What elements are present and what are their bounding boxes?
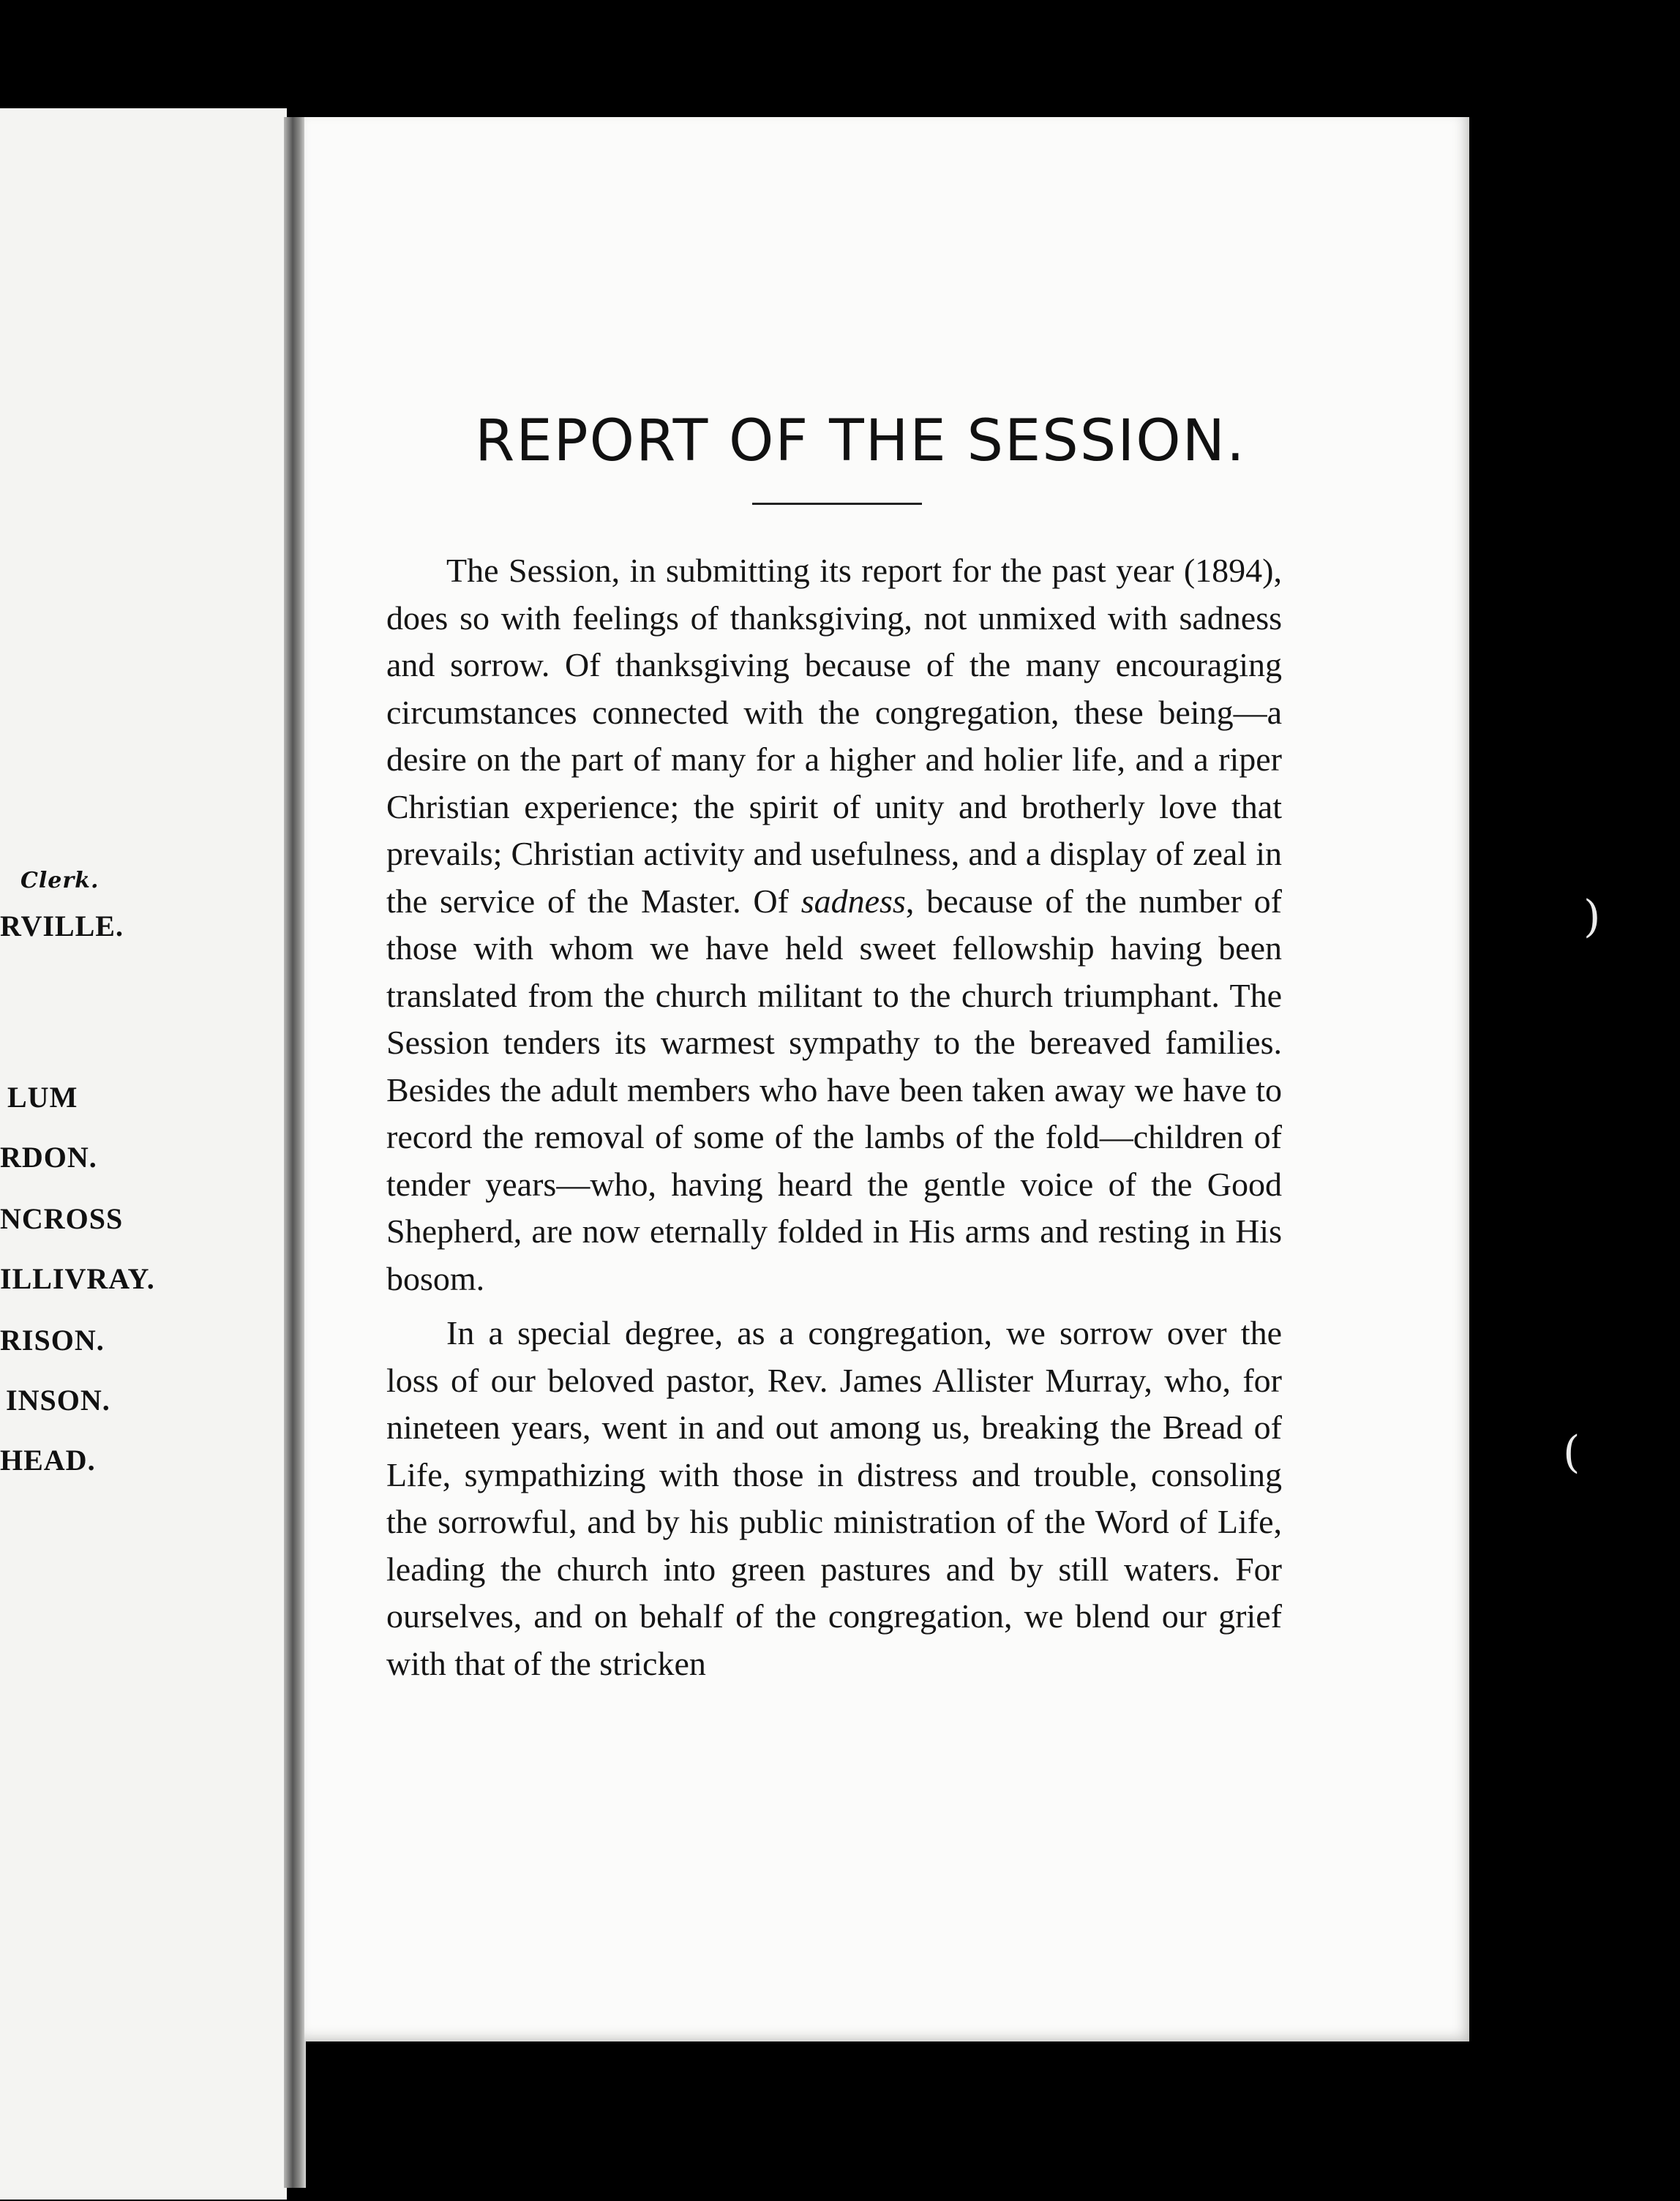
left-stub-line: LUM bbox=[7, 1081, 78, 1114]
left-stub-line: HEAD. bbox=[0, 1444, 96, 1477]
left-stub-line: ILLIVRAY. bbox=[0, 1262, 155, 1295]
book-gutter bbox=[284, 117, 306, 2188]
title-divider bbox=[752, 503, 922, 505]
left-stub-line: RISON. bbox=[0, 1324, 105, 1357]
scan-artifact-mark: ) bbox=[1583, 891, 1601, 942]
scan-artifact-mark: ( bbox=[1563, 1427, 1580, 1478]
left-stub-line: RDON. bbox=[0, 1141, 97, 1174]
left-stub-line: Clerk. bbox=[20, 868, 100, 893]
right-page bbox=[304, 117, 1469, 2041]
report-body bbox=[386, 547, 1282, 1687]
page-title: REPORT OF THE SESSION. bbox=[475, 408, 1246, 474]
left-stub-line: RVILLE. bbox=[0, 910, 124, 942]
paragraph-1 bbox=[386, 547, 1282, 1302]
paragraph-1-italic-word: sadness bbox=[800, 882, 906, 920]
left-page bbox=[0, 108, 287, 2200]
paragraph-2: In a special degree, as a congregation, we sorrow over the loss of our beloved pastor, Rev. James Allister Murray, who, for nineteen years, went in and out among us, breaking the Bread of Life, sympathizing with those in distress and trouble, consoling the sorrowful, and by his public ministration of the Word of Life, leading the church into green pastures and by still waters. For ourselves, and on behalf of the congregation, we blend our grief with that of the stricken bbox=[386, 1314, 1282, 1682]
paragraph-1-text-a: The Session, in submitting its report for the past year (1894), does so with feelings of thanksgiving, not unmixed with sadness and sorrow. Of thanksgiving because of the many encouraging circumstances connected with the congregation, these being—a desire on the part of many for a higher and holier life, and a riper Christian experience; the spirit of unity and brotherly love that prevails; Christian activity and usefulness, and a display of zeal in the service of the Master. Of bbox=[386, 552, 1282, 920]
left-stub-line: INSON. bbox=[6, 1384, 110, 1417]
left-stub-line: NCROSS bbox=[0, 1202, 124, 1235]
paragraph-1-text-b: , because of the number of those with whom we have held sweet fellowship having been translated from the church militant to the church triumphant. The Session tenders its warmest sympathy to the bereaved families. Besides the adult members who have been taken away we have to record the removal of some of the lambs of the fold—children of tender years—who, having heard the gentle voice of the Good Shepherd, are now eternally folded in His arms and resting in His bosom. bbox=[386, 882, 1282, 1297]
